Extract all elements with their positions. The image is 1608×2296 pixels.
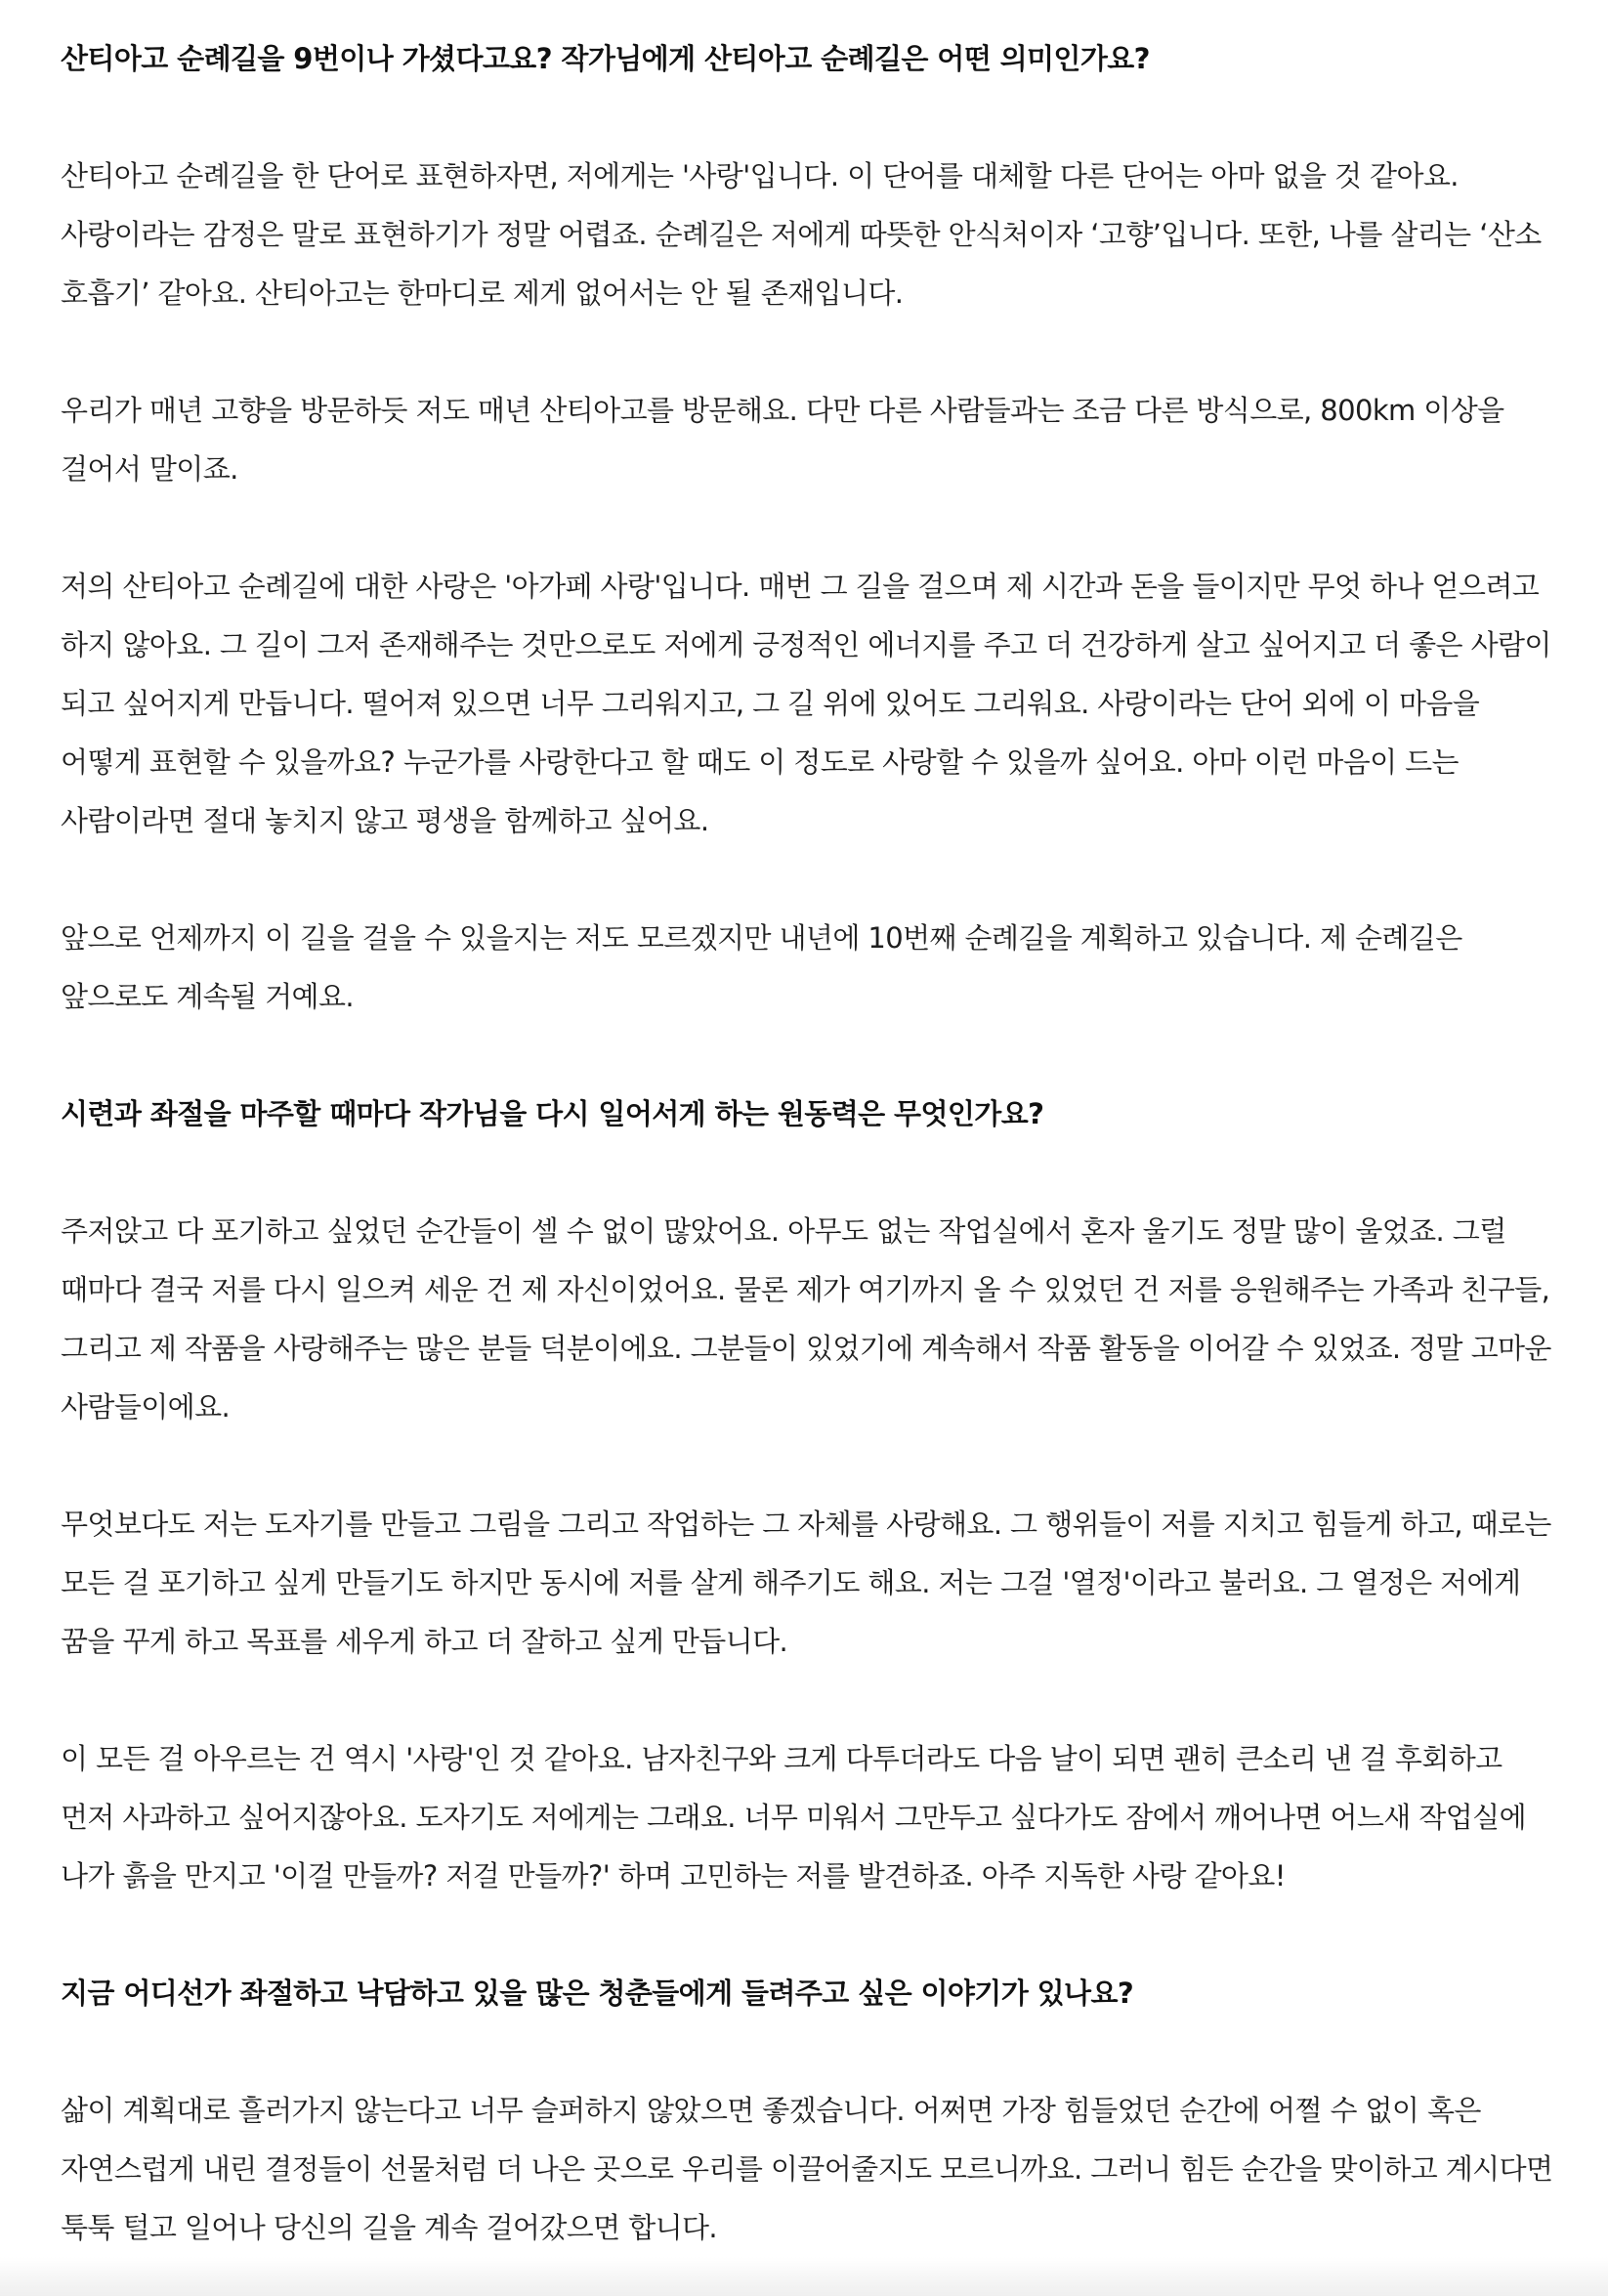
paragraph-gap <box>61 1905 1561 1964</box>
paragraph-gap <box>61 88 1561 147</box>
paragraph-gap <box>61 1671 1561 1729</box>
paragraph-gap <box>61 1026 1561 1084</box>
answer-paragraph: 앞으로 언제까지 이 길을 걸을 수 있을지는 저도 모르겠지만 내년에 10번째 순례길을 계획하고 있습니다. 제 순례길은 앞으로도 계속될 거예요. <box>61 921 1462 1013</box>
paragraph-gap <box>61 1143 1561 1202</box>
interview-question: 시련과 좌절을 마주할 때마다 작가님을 다시 일어서게 하는 원동력은 무엇인가요? <box>61 1097 1044 1130</box>
answer-paragraph: 산티아고 순례길을 한 단어로 표현하자면, 저에게는 '사랑'입니다. 이 단어를 대체할 다른 단어는 아마 없을 것 같아요. 사랑이라는 감정은 말로 표현하기가 정말 어렵죠. 순례길은 저에게 따뜻한 안식처이자 ‘고향’입니다. 또한, 나를 살리는 ‘산소 호흡기’ 같아요. 산티아고는 한마디로 제게 없어서는 안 될 존재입니다. <box>61 159 1542 310</box>
article-body <box>61 29 1561 2257</box>
paragraph-gap <box>61 498 1561 557</box>
answer-paragraph: 주저앉고 다 포기하고 싶었던 순간들이 셀 수 없이 많았어요. 아무도 없는 작업실에서 혼자 울기도 정말 많이 울었죠. 그럴 때마다 결국 저를 다시 일으켜 세운 건 제 자신이었어요. 물론 제가 여기까지 올 수 있었던 건 저를 응원해주는 가족과 친구들, 그리고 제 작품을 사랑해주는 많은 분들 덕분이에요. 그분들이 있었기에 계속해서 작품 활동을 이어갈 수 있었죠. 정말 고마운 사람들이에요. <box>61 1214 1551 1424</box>
bottom-fade <box>0 2257 1608 2296</box>
paragraph-gap <box>61 850 1561 909</box>
answer-paragraph: 저의 산티아고 순례길에 대한 사랑은 '아가페 사랑'입니다. 매번 그 길을 걸으며 제 시간과 돈을 들이지만 무엇 하나 얻으려고 하지 않아요. 그 길이 그저 존재해주는 것만으로도 저에게 긍정적인 에너지를 주고 더 건강하게 살고 싶어지고 더 좋은 사람이 되고 싶어지게 만듭니다. 떨어져 있으면 너무 그리워지고, 그 길 위에 있어도 그리워요. 사랑이라는 단어 외에 이 마음을 어떻게 표현할 수 있을까요? 누군가를 사랑한다고 할 때도 이 정도로 사랑할 수 있을까 싶어요. 아마 이런 마음이 드는 사람이라면 절대 놓치지 않고 평생을 함께하고 싶어요. <box>61 570 1551 837</box>
answer-paragraph: 이 모든 걸 아우르는 건 역시 '사랑'인 것 같아요. 남자친구와 크게 다투더라도 다음 날이 되면 괜히 큰소리 낸 걸 후회하고 먼저 사과하고 싶어지잖아요. 도자기도 저에게는 그래요. 너무 미워서 그만두고 싶다가도 잠에서 깨어나면 어느새 작업실에 나가 흙을 만지고 '이걸 만들까? 저걸 만들까?' 하며 고민하는 저를 발견하죠. 아주 지독한 사랑 같아요! <box>61 1742 1526 1892</box>
paragraph-gap <box>61 1436 1561 1495</box>
interview-question: 산티아고 순례길을 9번이나 가셨다고요? 작가님에게 산티아고 순례길은 어떤 의미인가요? <box>61 42 1150 75</box>
paragraph-gap <box>61 2022 1561 2081</box>
answer-paragraph: 삶이 계획대로 흘러가지 않는다고 너무 슬퍼하지 않았으면 좋겠습니다. 어쩌면 가장 힘들었던 순간에 어쩔 수 없이 혹은 자연스럽게 내린 결정들이 선물처럼 더 나은 곳으로 우리를 이끌어줄지도 모르니까요. 그러니 힘든 순간을 맞이하고 계시다면 툭툭 털고 일어나 당신의 길을 계속 걸어갔으면 합니다. <box>61 2094 1553 2244</box>
answer-paragraph: 우리가 매년 고향을 방문하듯 저도 매년 산티아고를 방문해요. 다만 다른 사람들과는 조금 다른 방식으로, 800km 이상을 걸어서 말이죠. <box>61 394 1504 486</box>
answer-paragraph: 무엇보다도 저는 도자기를 만들고 그림을 그리고 작업하는 그 자체를 사랑해요. 그 행위들이 저를 지치고 힘들게 하고, 때로는 모든 걸 포기하고 싶게 만들기도 하지만 동시에 저를 살게 해주기도 해요. 저는 그걸 '열정'이라고 불러요. 그 열정은 저에게 꿈을 꾸게 하고 목표를 세우게 하고 더 잘하고 싶게 만듭니다. <box>61 1508 1551 1658</box>
interview-question: 지금 어디선가 좌절하고 낙담하고 있을 많은 청춘들에게 들려주고 싶은 이야기가 있나요? <box>61 1977 1134 2010</box>
paragraph-gap <box>61 322 1561 381</box>
